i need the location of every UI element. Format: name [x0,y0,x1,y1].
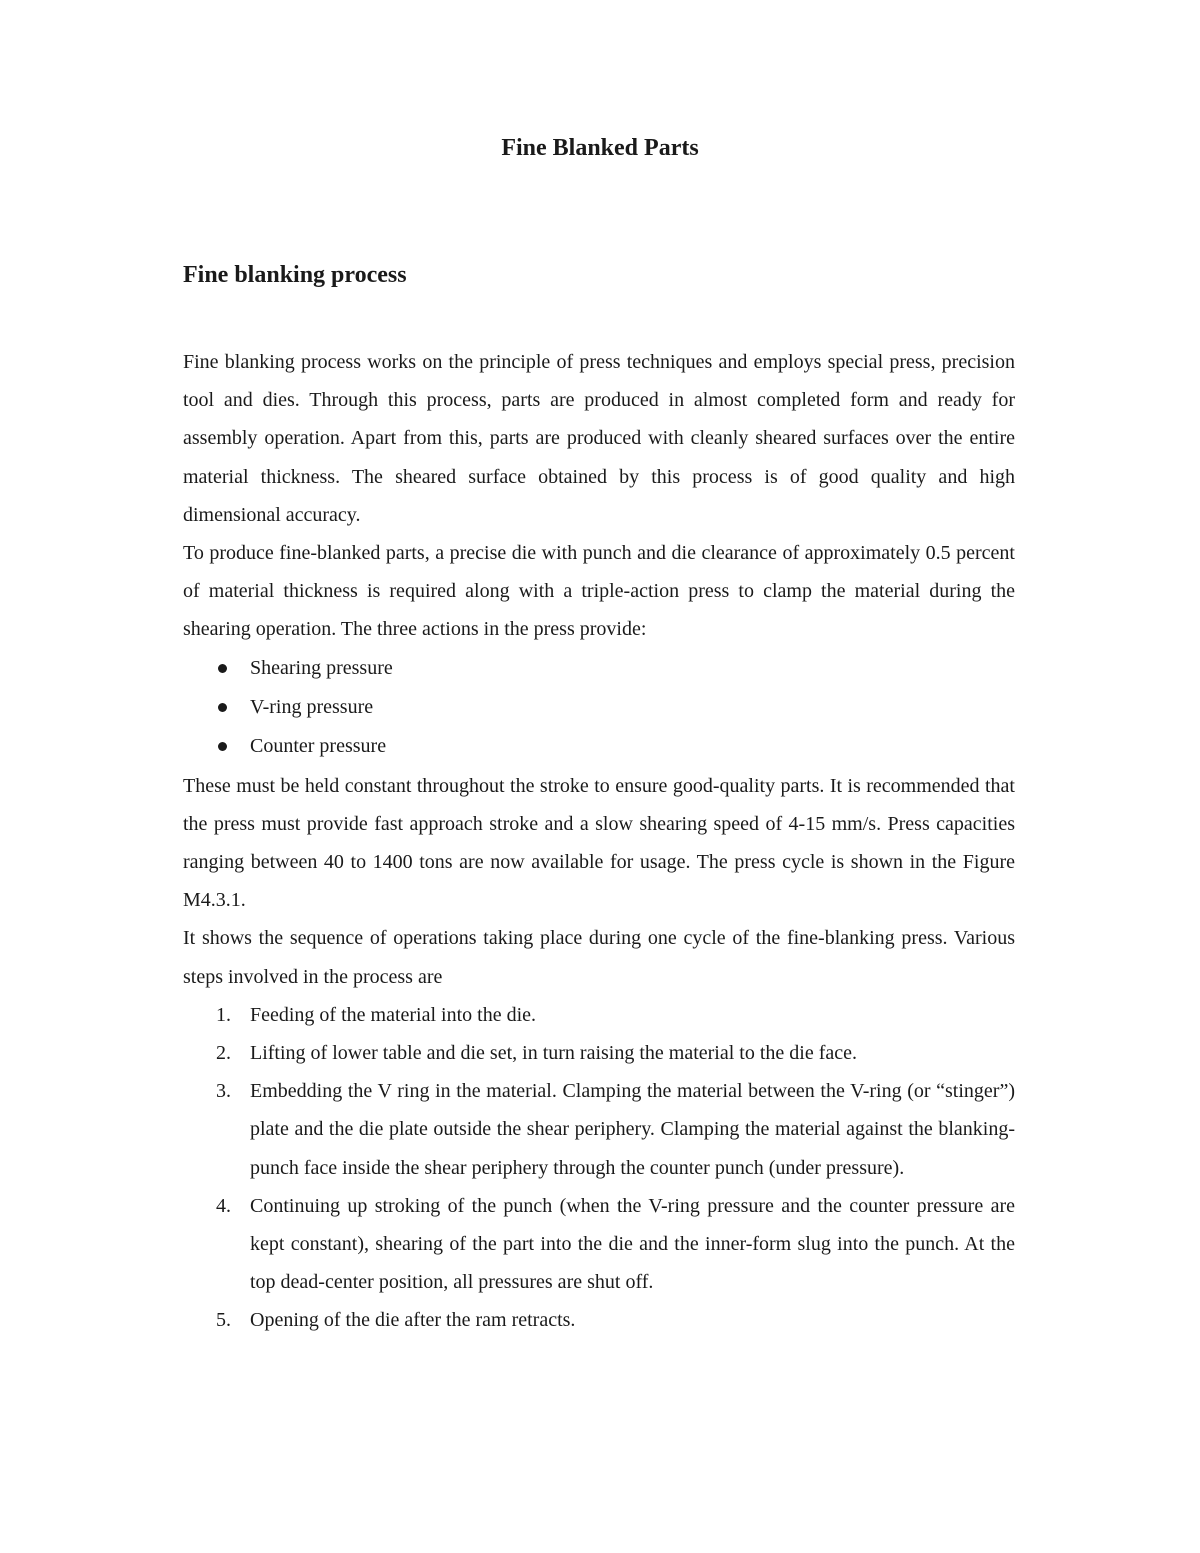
list-item-text: Counter pressure [250,735,387,758]
paragraph: Fine blanking process works on the principle of press techniques and employs special press, precision tool and dies. Through this process, parts are produced in almost completed form and ready for assembly operation. Apart from this, parts are produced with cleanly sheared surfaces over the entire material thickness. The sheared surface obtained by this process is of good quality and high dimensional accuracy. [183,351,1015,526]
bullet-icon [218,664,227,673]
section-heading: Fine blanking process [183,262,407,288]
list-item [216,1034,1015,1072]
bullet-icon [218,703,227,712]
list-number: 1. [216,1003,231,1026]
list-item [216,1187,1015,1302]
document-title: Fine Blanked Parts [501,135,699,161]
paragraph: These must be held constant throughout the stroke to ensure good-quality parts. It is recommended that the press must provide fast approach stroke and a slow shearing speed of 4-15 mm/s. Press capacities ranging between 40 to 1400 tons are now available for usage. The press cycle is shown in the Figure M4.3.1. [183,774,1015,912]
list-item-text: V-ring pressure [250,695,374,718]
list-item [216,996,1015,1034]
list-item-text: Opening of the die after the ram retracts. [250,1309,576,1332]
list-number: 3. [216,1080,231,1103]
list-item-text: Embedding the V ring in the material. Clamping the material between the V-ring (or “stinger”) plate and the die plate outside the shear periphery. Clamping the material against the blanking-punch face inside the shear periphery through the counter punch (under pressure). [250,1080,1015,1179]
bullet-list [183,649,1015,767]
list-item-text: Continuing up stroking of the punch (when the V-ring pressure and the counter pressure are kept constant), shearing of the part into the die and the inner-form slug into the punch. At the top dead-center position, all pressures are shut off. [250,1194,1015,1294]
list-item-text: Feeding of the material into the die. [250,1003,537,1026]
list-number: 4. [216,1194,231,1217]
list-item-text: Shearing pressure [250,656,393,679]
list-number: 5. [216,1309,231,1332]
bullet-icon [218,742,227,751]
list-item-text: Lifting of lower table and die set, in turn raising the material to the die face. [250,1041,858,1064]
list-item [250,688,1015,727]
list-item [250,727,1015,766]
list-item [216,1072,1015,1187]
numbered-list [183,996,1015,1340]
paragraph: To produce fine-blanked parts, a precise die with punch and die clearance of approximately 0.5 percent of material thickness is required along with a triple-action press to clamp the material during the shearing operation. The three actions in the press provide: [183,542,1015,641]
document-body [183,343,1015,1340]
list-item [216,1301,1015,1339]
list-number: 2. [216,1041,231,1064]
paragraph: It shows the sequence of operations taking place during one cycle of the fine-blanking press. Various steps involved in the process are [183,927,1015,988]
list-item [250,649,1015,688]
